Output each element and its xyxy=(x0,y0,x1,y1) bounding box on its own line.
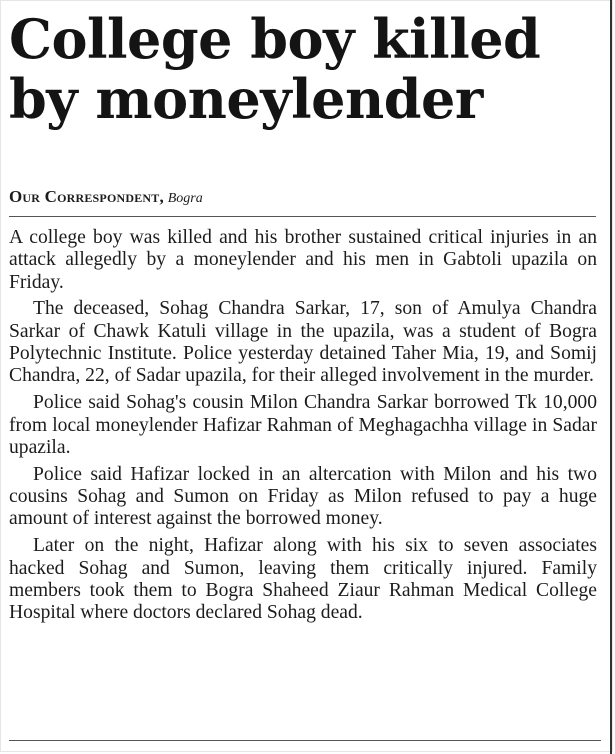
headline: College boy killed by moneylender xyxy=(9,7,541,131)
article-body xyxy=(9,227,597,629)
paragraph-3: Police said Sohag's cousin Milon Chandra Sarkar borrowed Tk 10,000 from local moneylender Hafizar Rahman of Meghagachha village in Sadar upazila. xyxy=(9,392,597,458)
bottom-divider xyxy=(9,740,601,741)
paragraph-4: Police said Hafizar locked in an altercation with Milon and his two cousins Sohag and Sumon on Friday as Milon refused to pay a huge amount of interest against the borrowed money. xyxy=(9,463,597,530)
paragraph-2: The deceased, Sohag Chandra Sarkar, 17, son of Amulya Chandra Sarkar of Chawk Katuli village in the upazila, was a student of Bogra Polytechnic Institute. Police yesterday detained Taher Mia, 19, and Somij Chandra, 22, of Sadar upazila, for their alleged involvement in the murder. xyxy=(9,298,597,387)
top-divider xyxy=(9,216,596,217)
column-rule xyxy=(610,0,612,754)
byline-location: Bogra xyxy=(167,191,203,206)
paragraph-1: A college boy was killed and his brother sustained critical injuries in an attack allegedly by a moneylender and his men in Gabtoli upazila on Friday. xyxy=(9,227,597,293)
paragraph-5: Later on the night, Hafizar along with his six to seven associates hacked Sohag and Sumon, leaving them critically injured. Family members took them to Bogra Shaheed Ziaur Rahman Medical College Hospital where doctors declared Sohag dead. xyxy=(9,535,597,624)
byline-correspondent: Our Correspondent, xyxy=(9,187,164,206)
byline xyxy=(9,187,203,207)
